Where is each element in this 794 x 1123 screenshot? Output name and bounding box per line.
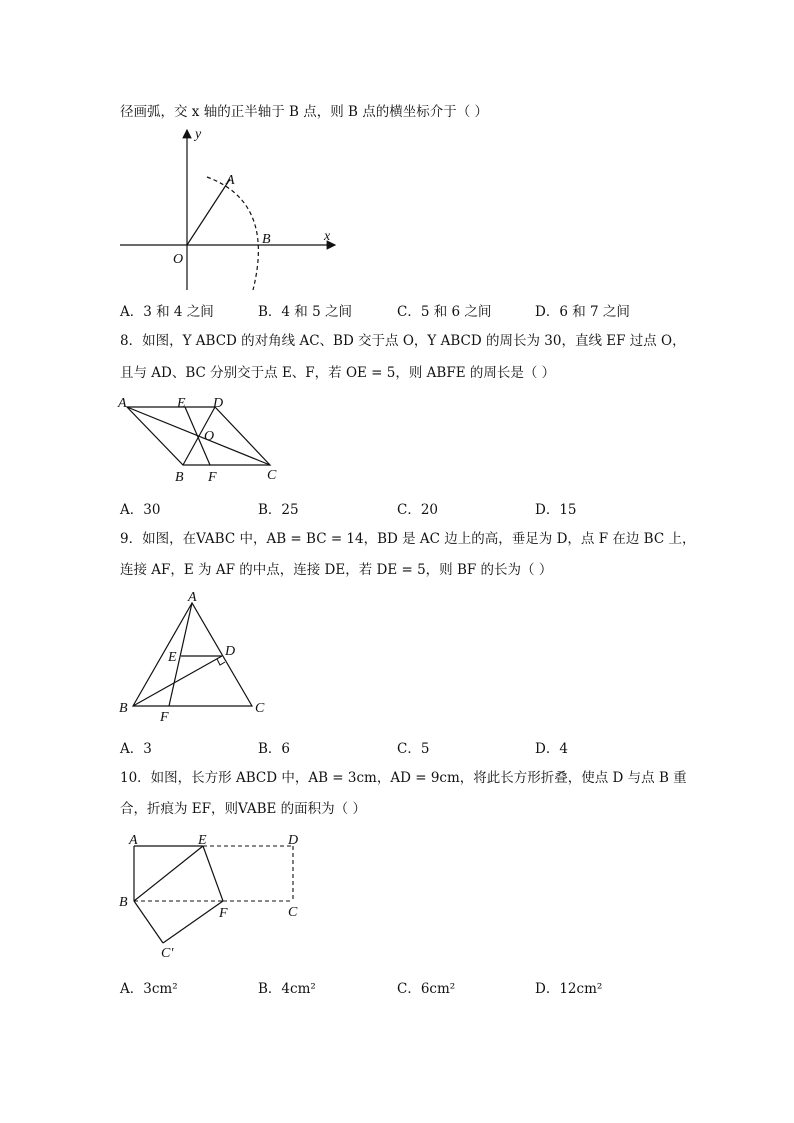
label-c: C	[267, 468, 277, 483]
q10-option-a[interactable]: A．3cm²	[120, 981, 178, 997]
q8-figure	[115, 392, 290, 486]
label-c: C	[255, 701, 265, 716]
label-a: A	[118, 396, 127, 411]
segment-bc-prime	[134, 901, 163, 943]
label-d: D	[225, 644, 236, 659]
label-e: E	[168, 650, 177, 665]
q8-option-a[interactable]: A．30	[120, 502, 161, 518]
q8-text-line1: 8．如图，Y ABCD 的对角线 AC、BD 交于点 O，Y ABCD 的周长为 30，直线 EF 过点 O，	[120, 333, 686, 349]
segment-be	[134, 846, 203, 901]
q10-option-b[interactable]: B．4cm²	[258, 981, 316, 997]
label-f: F	[160, 710, 169, 723]
label-c-prime: C′	[161, 946, 174, 961]
q9-option-a[interactable]: A．3	[120, 741, 152, 757]
q10-option-c[interactable]: C．6cm²	[397, 981, 456, 997]
q7-option-b[interactable]: B．4 和 5 之间	[258, 304, 352, 320]
segment-oa	[187, 179, 230, 245]
label-e: E	[177, 396, 186, 411]
right-angle-mark	[217, 659, 225, 665]
q9-figure	[115, 588, 275, 723]
q9-option-c[interactable]: C．5	[397, 741, 430, 757]
segment-bd	[133, 656, 222, 706]
q7-text: 径画弧，交 x 轴的正半轴于 B 点，则 B 点的横坐标介于（ ）	[120, 104, 488, 120]
label-b: B	[119, 701, 128, 716]
q10-option-d[interactable]: D．12cm²	[535, 981, 603, 997]
label-a: A	[129, 833, 138, 848]
label-a: A	[226, 173, 235, 188]
segment-fc-prime	[163, 901, 223, 943]
dashed-arc	[207, 177, 258, 290]
q10-text-line1: 10．如图，长方形 ABCD 中，AB = 3cm，AD = 9cm，将此长方形折叠，使点 D 与点 B 重	[120, 770, 687, 786]
q8-text-line2: 且与 AD、BC 分别交于点 E、F，若 OE = 5，则 ABFE 的周长是（ ）	[120, 365, 556, 381]
q10-text-line2: 合，折痕为 EF，则VABE 的面积为（ ）	[120, 801, 366, 817]
label-b: B	[262, 232, 271, 247]
q7-option-a[interactable]: A．3 和 4 之间	[120, 304, 214, 320]
q8-option-c[interactable]: C．20	[397, 502, 439, 518]
label-c: C	[288, 905, 298, 920]
q9-text-line2: 连接 AF，E 为 AF 的中点，连接 DE，若 DE = 5，则 BF 的长为（ ）	[120, 562, 553, 578]
label-y: y	[195, 127, 202, 142]
label-o: O	[173, 252, 184, 267]
q8-option-d[interactable]: D．15	[535, 502, 577, 518]
q9-text-line1: 9．如图，在VABC 中，AB = BC = 14，BD 是 AC 边上的高，垂足为 D，点 F 在边 BC 上，	[120, 531, 696, 547]
fold-ef	[203, 846, 223, 901]
label-e: E	[198, 833, 207, 848]
label-f: F	[208, 470, 217, 485]
label-b: B	[175, 470, 184, 485]
q7-option-c[interactable]: C．5 和 6 之间	[397, 304, 492, 320]
q8-option-b[interactable]: B．25	[258, 502, 299, 518]
label-o: O	[204, 429, 215, 444]
q9-option-b[interactable]: B．6	[258, 741, 291, 757]
label-b: B	[119, 895, 128, 910]
label-f: F	[219, 906, 228, 921]
label-x: x	[324, 229, 331, 244]
label-a: A	[188, 590, 197, 605]
q9-option-d[interactable]: D．4	[535, 741, 568, 757]
label-d: D	[288, 833, 299, 848]
q7-figure	[115, 122, 345, 294]
label-d: D	[213, 396, 224, 411]
q10-figure	[115, 826, 315, 966]
q7-option-d[interactable]: D．6 和 7 之间	[535, 304, 630, 320]
